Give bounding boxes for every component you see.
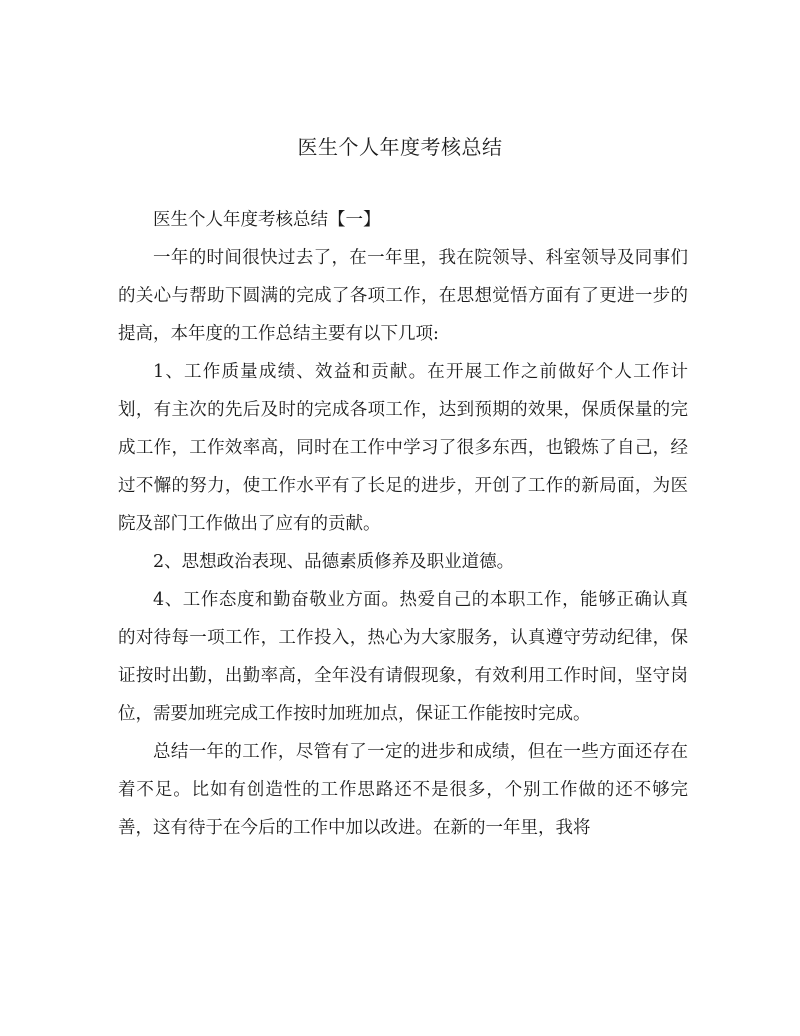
ideology-paragraph: 2、思想政治表现、品德素质修养及职业道德。 <box>153 552 515 572</box>
intro-paragraph: 一年的时间很快过去了，在一年里，我在院领导、科室领导及同事们的关心与帮助下圆满的完成了各项工作，在思想觉悟方面有了更进一步的提高，本年度的工作总结主要有以下几项: <box>118 248 688 344</box>
work-attitude-paragraph: 4、工作态度和勤奋敬业方面。热爱自己的本职工作，能够正确认真的对待每一项工作，工作投入，热心为大家服务，认真遵守劳动纪律，保证按时出勤，出勤率高，全年没有请假现象，有效利用工作时间，坚守岗位，需要加班完成工作按时加班加点，保证工作能按时完成。 <box>118 590 688 724</box>
document-body <box>118 201 688 847</box>
summary-paragraph: 总结一年的工作，尽管有了一定的进步和成绩，但在一些方面还存在着不足。比如有创造性的工作思路还不是很多，个别工作做的还不够完善，这有待于在今后的工作中加以改进。在新的一年里，我将 <box>118 742 688 838</box>
document-title: 医生个人年度考核总结 <box>297 135 503 159</box>
work-quality-paragraph: 1、工作质量成绩、效益和贡献。在开展工作之前做好个人工作计划，有主次的先后及时的完成各项工作，达到预期的效果，保质保量的完成工作，工作效率高，同时在工作中学习了很多东西，也锻炼了自己，经过不懈的努力，使工作水平有了长足的进步，开创了工作的新局面，为医院及部门工作做出了应有的贡献。 <box>118 362 688 534</box>
section-heading: 医生个人年度考核总结【一】 <box>153 210 381 230</box>
